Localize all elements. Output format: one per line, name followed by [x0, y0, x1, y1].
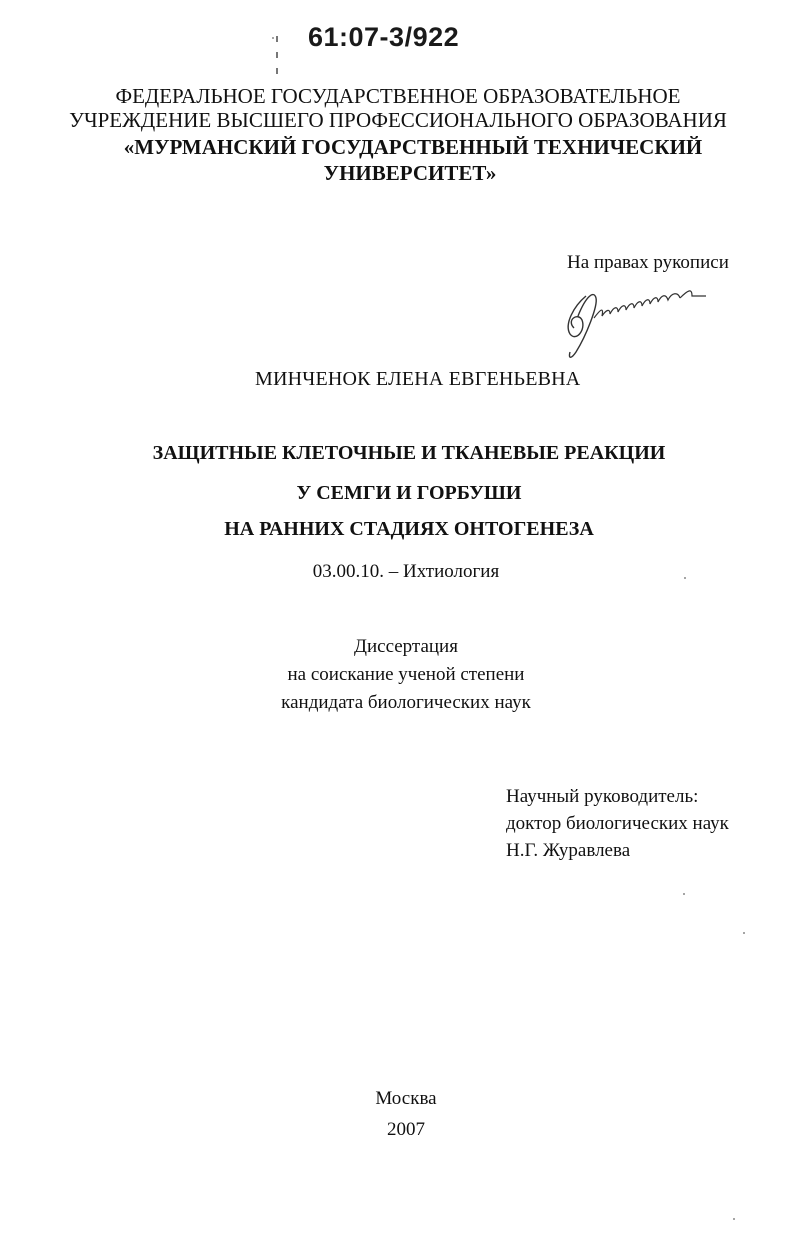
scan-speck	[743, 932, 745, 934]
supervisor-name: Н.Г. Журавлева	[506, 840, 631, 861]
title-line-3: НА РАННИХ СТАДИЯХ ОНТОГЕНЕЗА	[224, 518, 594, 540]
title-line-2: У СЕМГИ И ГОРБУШИ	[296, 482, 522, 504]
supervisor-degree: доктор биологических наук	[506, 813, 729, 834]
year: 2007	[387, 1119, 425, 1140]
manuscript-rights: На правах рукописи	[567, 252, 729, 273]
thesis-line-2: на соискание ученой степени	[287, 664, 525, 685]
city: Москва	[375, 1088, 437, 1109]
institution-line-2: УЧРЕЖДЕНИЕ ВЫСШЕГО ПРОФЕССИОНАЛЬНОГО ОБРАЗОВАНИЯ	[69, 108, 727, 132]
specialty: 03.00.10. – Ихтиология	[312, 561, 500, 582]
thesis-block	[0, 633, 796, 717]
scan-marks	[276, 36, 278, 80]
scan-speck	[683, 893, 685, 895]
catalog-number: 61:07-3/922	[308, 22, 460, 52]
author-signature	[556, 276, 716, 366]
scan-speck	[684, 577, 686, 579]
supervisor-block	[506, 783, 729, 864]
thesis-line-1: Диссертация	[354, 636, 458, 657]
supervisor-label: Научный руководитель:	[506, 786, 699, 807]
place-year-block	[0, 1083, 796, 1145]
university-line-2: УНИВЕРСИТЕТ»	[323, 161, 497, 185]
author-name: МИНЧЕНОК ЕЛЕНА ЕВГЕНЬЕВНА	[255, 368, 581, 390]
scan-speck	[272, 37, 274, 39]
scan-speck	[733, 1218, 735, 1220]
thesis-line-3: кандидата биологических наук	[281, 692, 531, 713]
title-line-1: ЗАЩИТНЫЕ КЛЕТОЧНЫЕ И ТКАНЕВЫЕ РЕАКЦИИ	[152, 442, 666, 464]
university-line-1: «МУРМАНСКИЙ ГОСУДАРСТВЕННЫЙ ТЕХНИЧЕСКИЙ	[123, 135, 703, 159]
institution-line-1: ФЕДЕРАЛЬНОЕ ГОСУДАРСТВЕННОЕ ОБРАЗОВАТЕЛЬНОЕ	[115, 84, 681, 108]
